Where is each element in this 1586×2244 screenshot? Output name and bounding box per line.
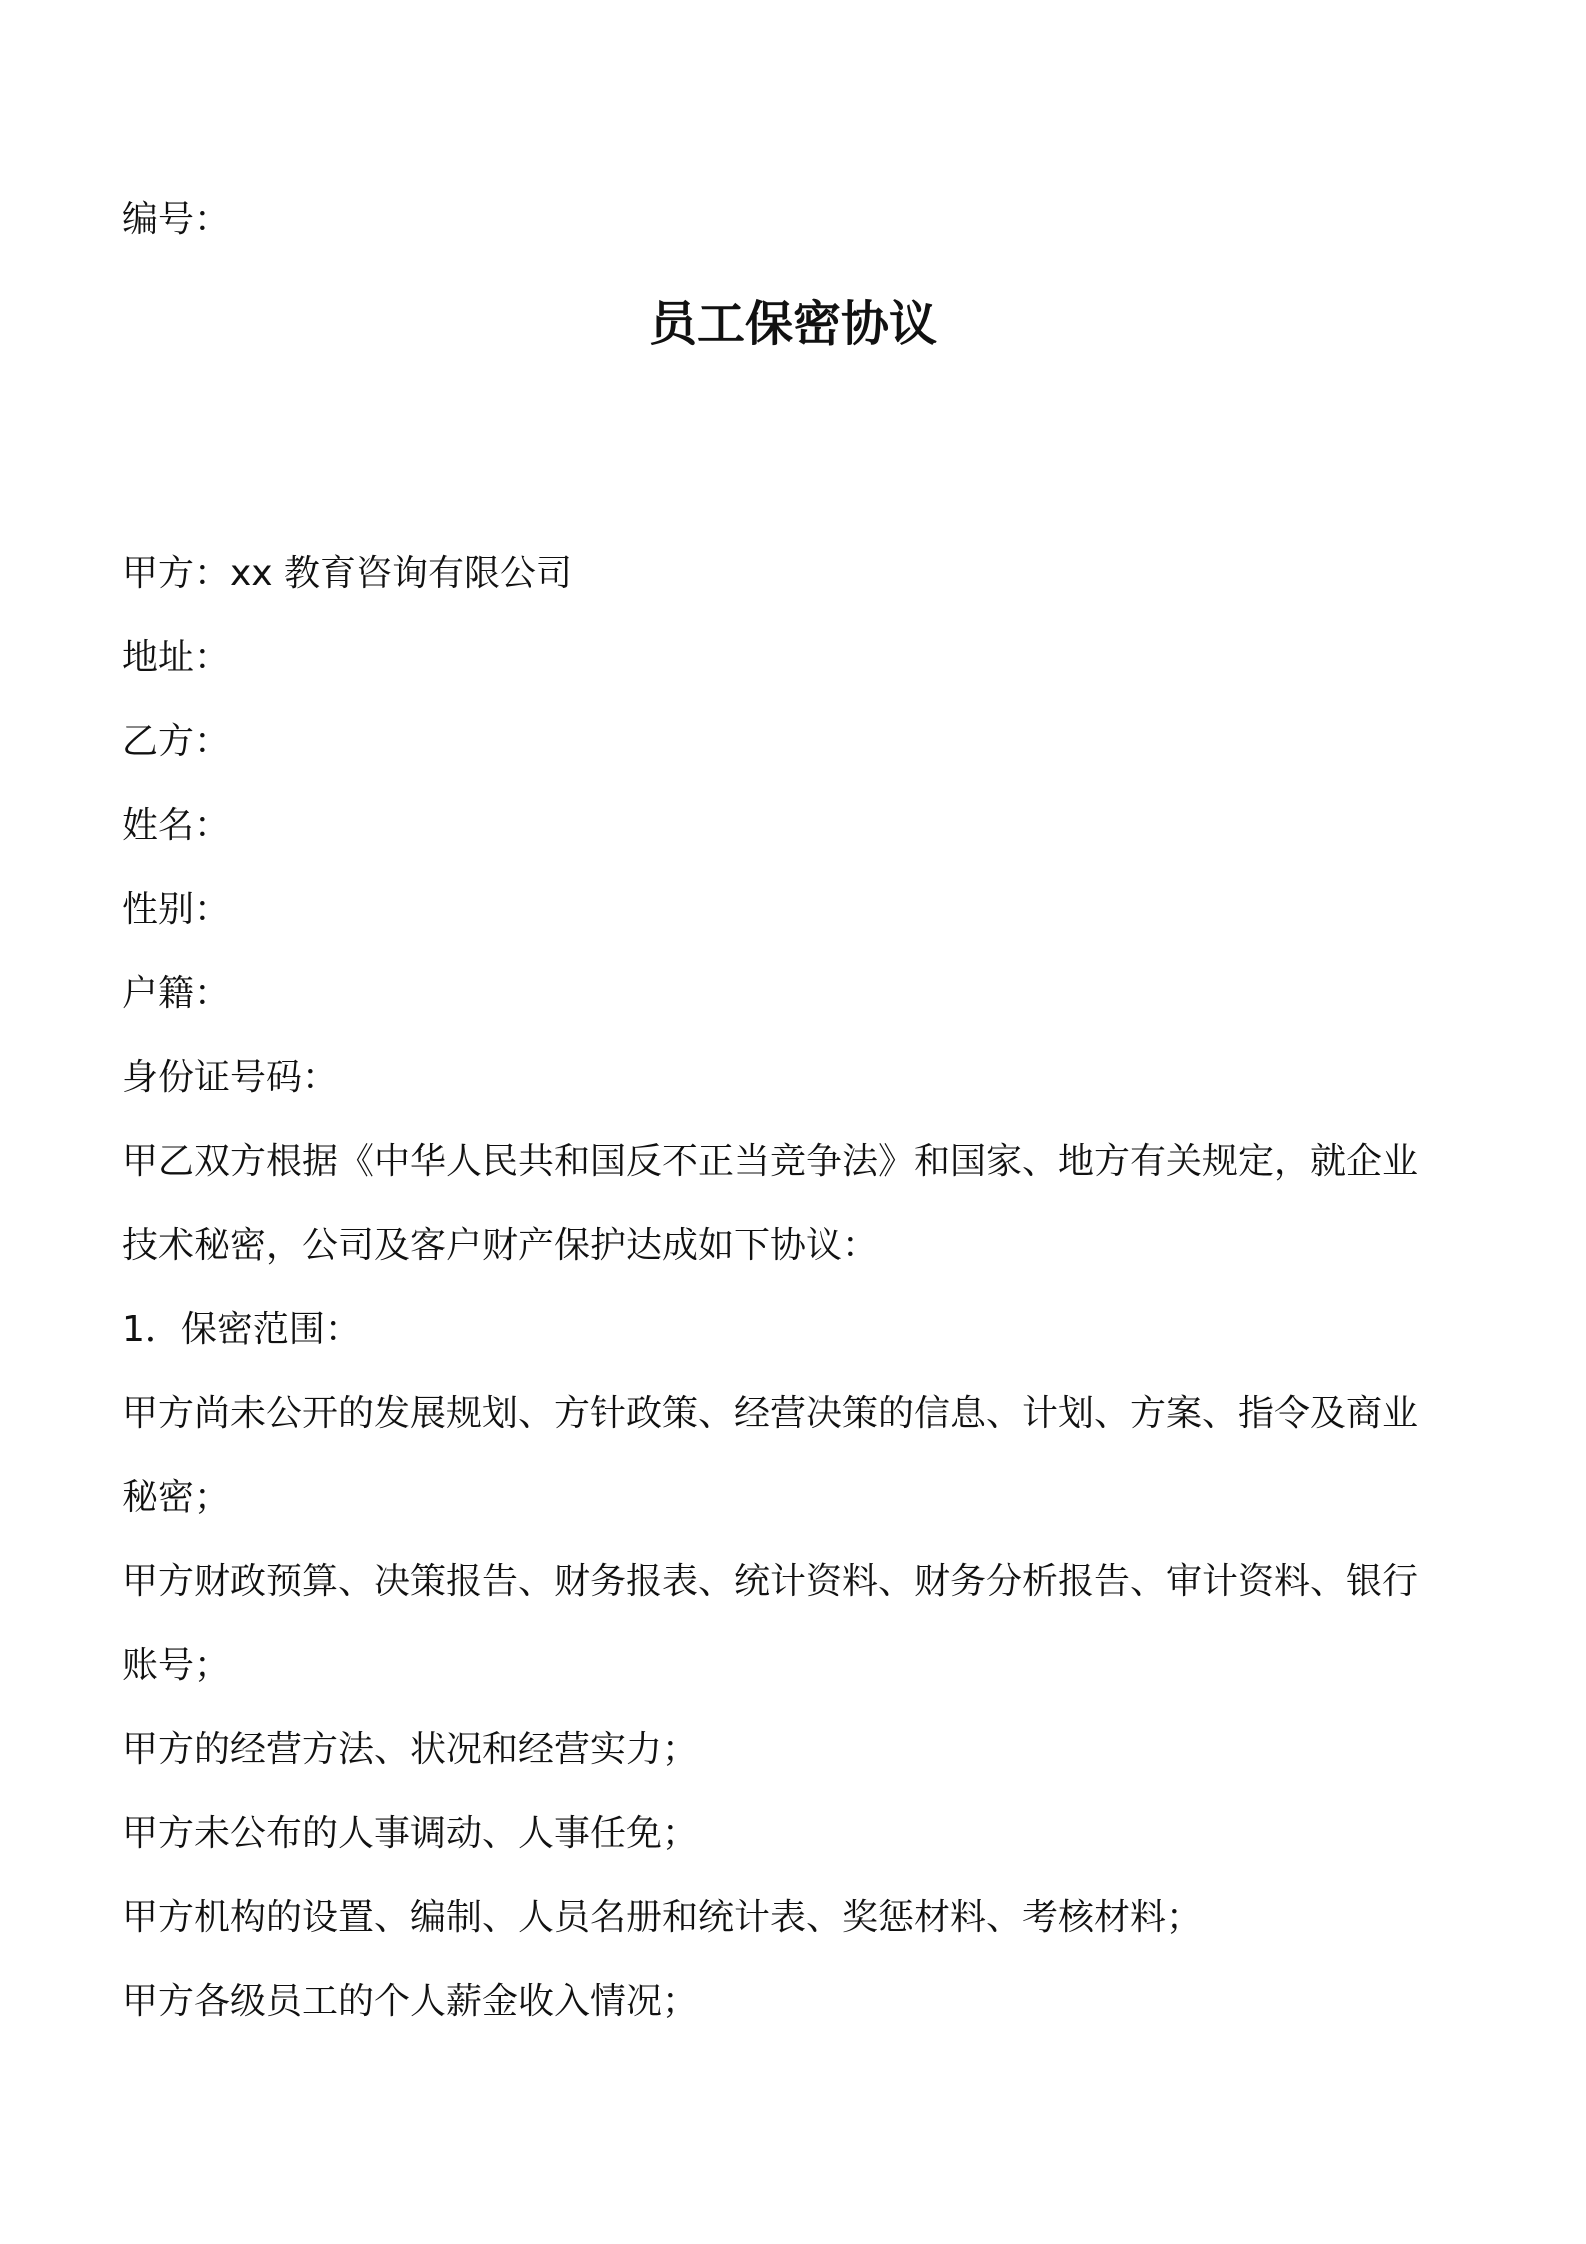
document-number-label: 编号：: [122, 199, 231, 240]
scope-item-line: 甲方财政预算、决策报告、财务报表、统计资料、财务分析报告、审计资料、银行: [122, 1561, 1419, 1602]
document-body: [122, 532, 1477, 2044]
gender-line: 性别：: [122, 889, 231, 930]
scope-item-line: 甲方尚未公开的发展规划、方针政策、经营决策的信息、计划、方案、指令及商业: [122, 1393, 1419, 1434]
scope-item-line: 甲方机构的设置、编制、人员名册和统计表、奖惩材料、考核材料；: [122, 1897, 1203, 1938]
party-b-line: 乙方：: [122, 721, 231, 762]
document-title: 员工保密协议: [648, 296, 937, 352]
id-number-line: 身份证号码：: [122, 1057, 339, 1098]
household-line: 户籍：: [122, 973, 231, 1014]
scope-item-line: 账号；: [122, 1645, 231, 1686]
section-heading: 1．保密范围：: [122, 1309, 361, 1350]
scope-item-line: 秘密；: [122, 1477, 231, 1518]
address-line: 地址：: [122, 637, 231, 678]
agreement-intro-line: 甲乙双方根据《中华人民共和国反不正当竞争法》和国家、地方有关规定，就企业: [122, 1141, 1419, 1182]
scope-item-line: 甲方未公布的人事调动、人事任免；: [122, 1813, 699, 1854]
agreement-intro-line: 技术秘密，公司及客户财产保护达成如下协议：: [122, 1225, 879, 1266]
scope-item-line: 甲方各级员工的个人薪金收入情况；: [122, 1981, 699, 2022]
name-line: 姓名：: [122, 805, 231, 846]
scope-item-line: 甲方的经营方法、状况和经营实力；: [122, 1729, 699, 1770]
party-a-line: 甲方：xx 教育咨询有限公司: [122, 553, 573, 594]
